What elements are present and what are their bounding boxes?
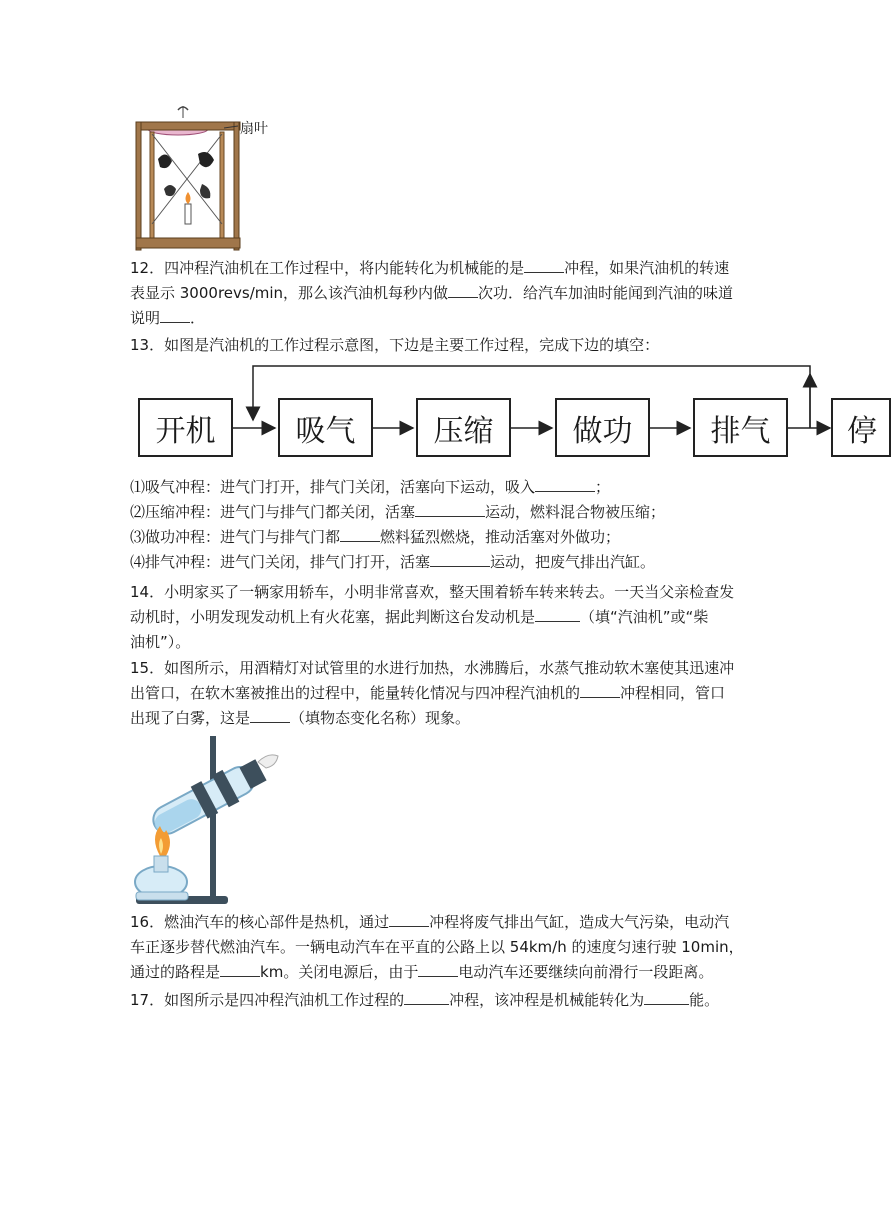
answer-blank[interactable] [524,256,564,273]
q15-line2: 出管口，在软木塞被推出的过程中，能量转化情况与四冲程汽油机的 冲程相同，管口 [130,681,730,705]
answer-blank[interactable] [644,988,689,1005]
flow-box-intake: 吸气 [278,398,373,457]
answer-blank[interactable] [160,306,190,323]
answer-blank[interactable] [389,910,429,927]
q17-line1: 17．如图所示是四冲程汽油机工作过程的 冲程，该冲程是机械能转化为 能。 [130,988,730,1012]
answer-blank[interactable] [418,960,458,977]
flow-box-power: 做功 [555,398,650,457]
q13-step3: ⑶做功冲程：进气门与排气门都 燃料猛烈燃烧，推动活塞对外做功； [130,525,730,549]
flow-box-exhaust: 排气 [693,398,788,457]
q14-line2: 动机时，小明发现发动机上有火花塞，据此判断这台发动机是 （填“汽油机”或“柴 [130,605,730,629]
q16-line3: 通过的路程是 km。关闭电源后，由于 电动汽车还要继续向前滑行一段距离。 [130,960,730,984]
fan-blade-label: 扇叶 [240,121,268,137]
answer-blank[interactable] [448,281,478,298]
q12-line3: 说明 ． [130,306,730,330]
q16-line2: 车正逐步替代燃油汽车。一辆电动汽车在平直的公路上以 54km/h 的速度匀速行驶 10min， [130,938,744,956]
answer-blank[interactable] [535,605,580,622]
answer-blank[interactable] [404,988,449,1005]
answer-blank[interactable] [340,525,380,542]
q14-line3: 油机”）。 [130,633,191,651]
q13-intro: 13．如图是汽油机的工作过程示意图，下边是主要工作过程，完成下边的填空： [130,336,660,354]
q12-line2: 表显示 3000revs/min，那么该汽油机每秒内做 次功．给汽车加油时能闻到汽油的味道 [130,281,730,305]
q15-line3: 出现了白雾，这是 （填物态变化名称）现象。 [130,706,730,730]
flow-box-compression: 压缩 [416,398,511,457]
answer-blank[interactable] [430,550,490,567]
q13-step2: ⑵压缩冲程：进气门与排气门都关闭，活塞 运动，燃料混合物被压缩； [130,500,730,524]
test-tube-heating-figure [130,732,290,908]
answer-blank[interactable] [415,500,485,517]
q16-line1: 16．燃油汽车的核心部件是热机，通过 冲程将废气排出气缸，造成大气污染，电动汽 [130,910,730,934]
answer-blank[interactable] [250,706,290,723]
q13-step4: ⑷排气冲程：进气门关闭，排气门打开，活塞 运动，把废气排出汽缸。 [130,550,730,574]
answer-blank[interactable] [220,960,260,977]
flow-box-stop: 停 [831,398,891,457]
answer-blank[interactable] [535,475,595,492]
flow-box-start: 开机 [138,398,233,457]
answer-blank[interactable] [580,681,620,698]
q15-line1: 15．如图所示，用酒精灯对试管里的水进行加热，水沸腾后，水蒸气推动软木塞使其迅速冲 [130,659,735,677]
q13-step1: ⑴吸气冲程：进气门打开，排气门关闭，活塞向下运动，吸入 ； [130,475,730,499]
q12-line1: 12．四冲程汽油机在工作过程中，将内能转化为机械能的是 冲程，如果汽油机的转速 [130,256,730,280]
q14-line1: 14．小明家买了一辆家用轿车，小明非常喜欢，整天围着轿车转来转去。一天当父亲检查发 [130,583,735,601]
